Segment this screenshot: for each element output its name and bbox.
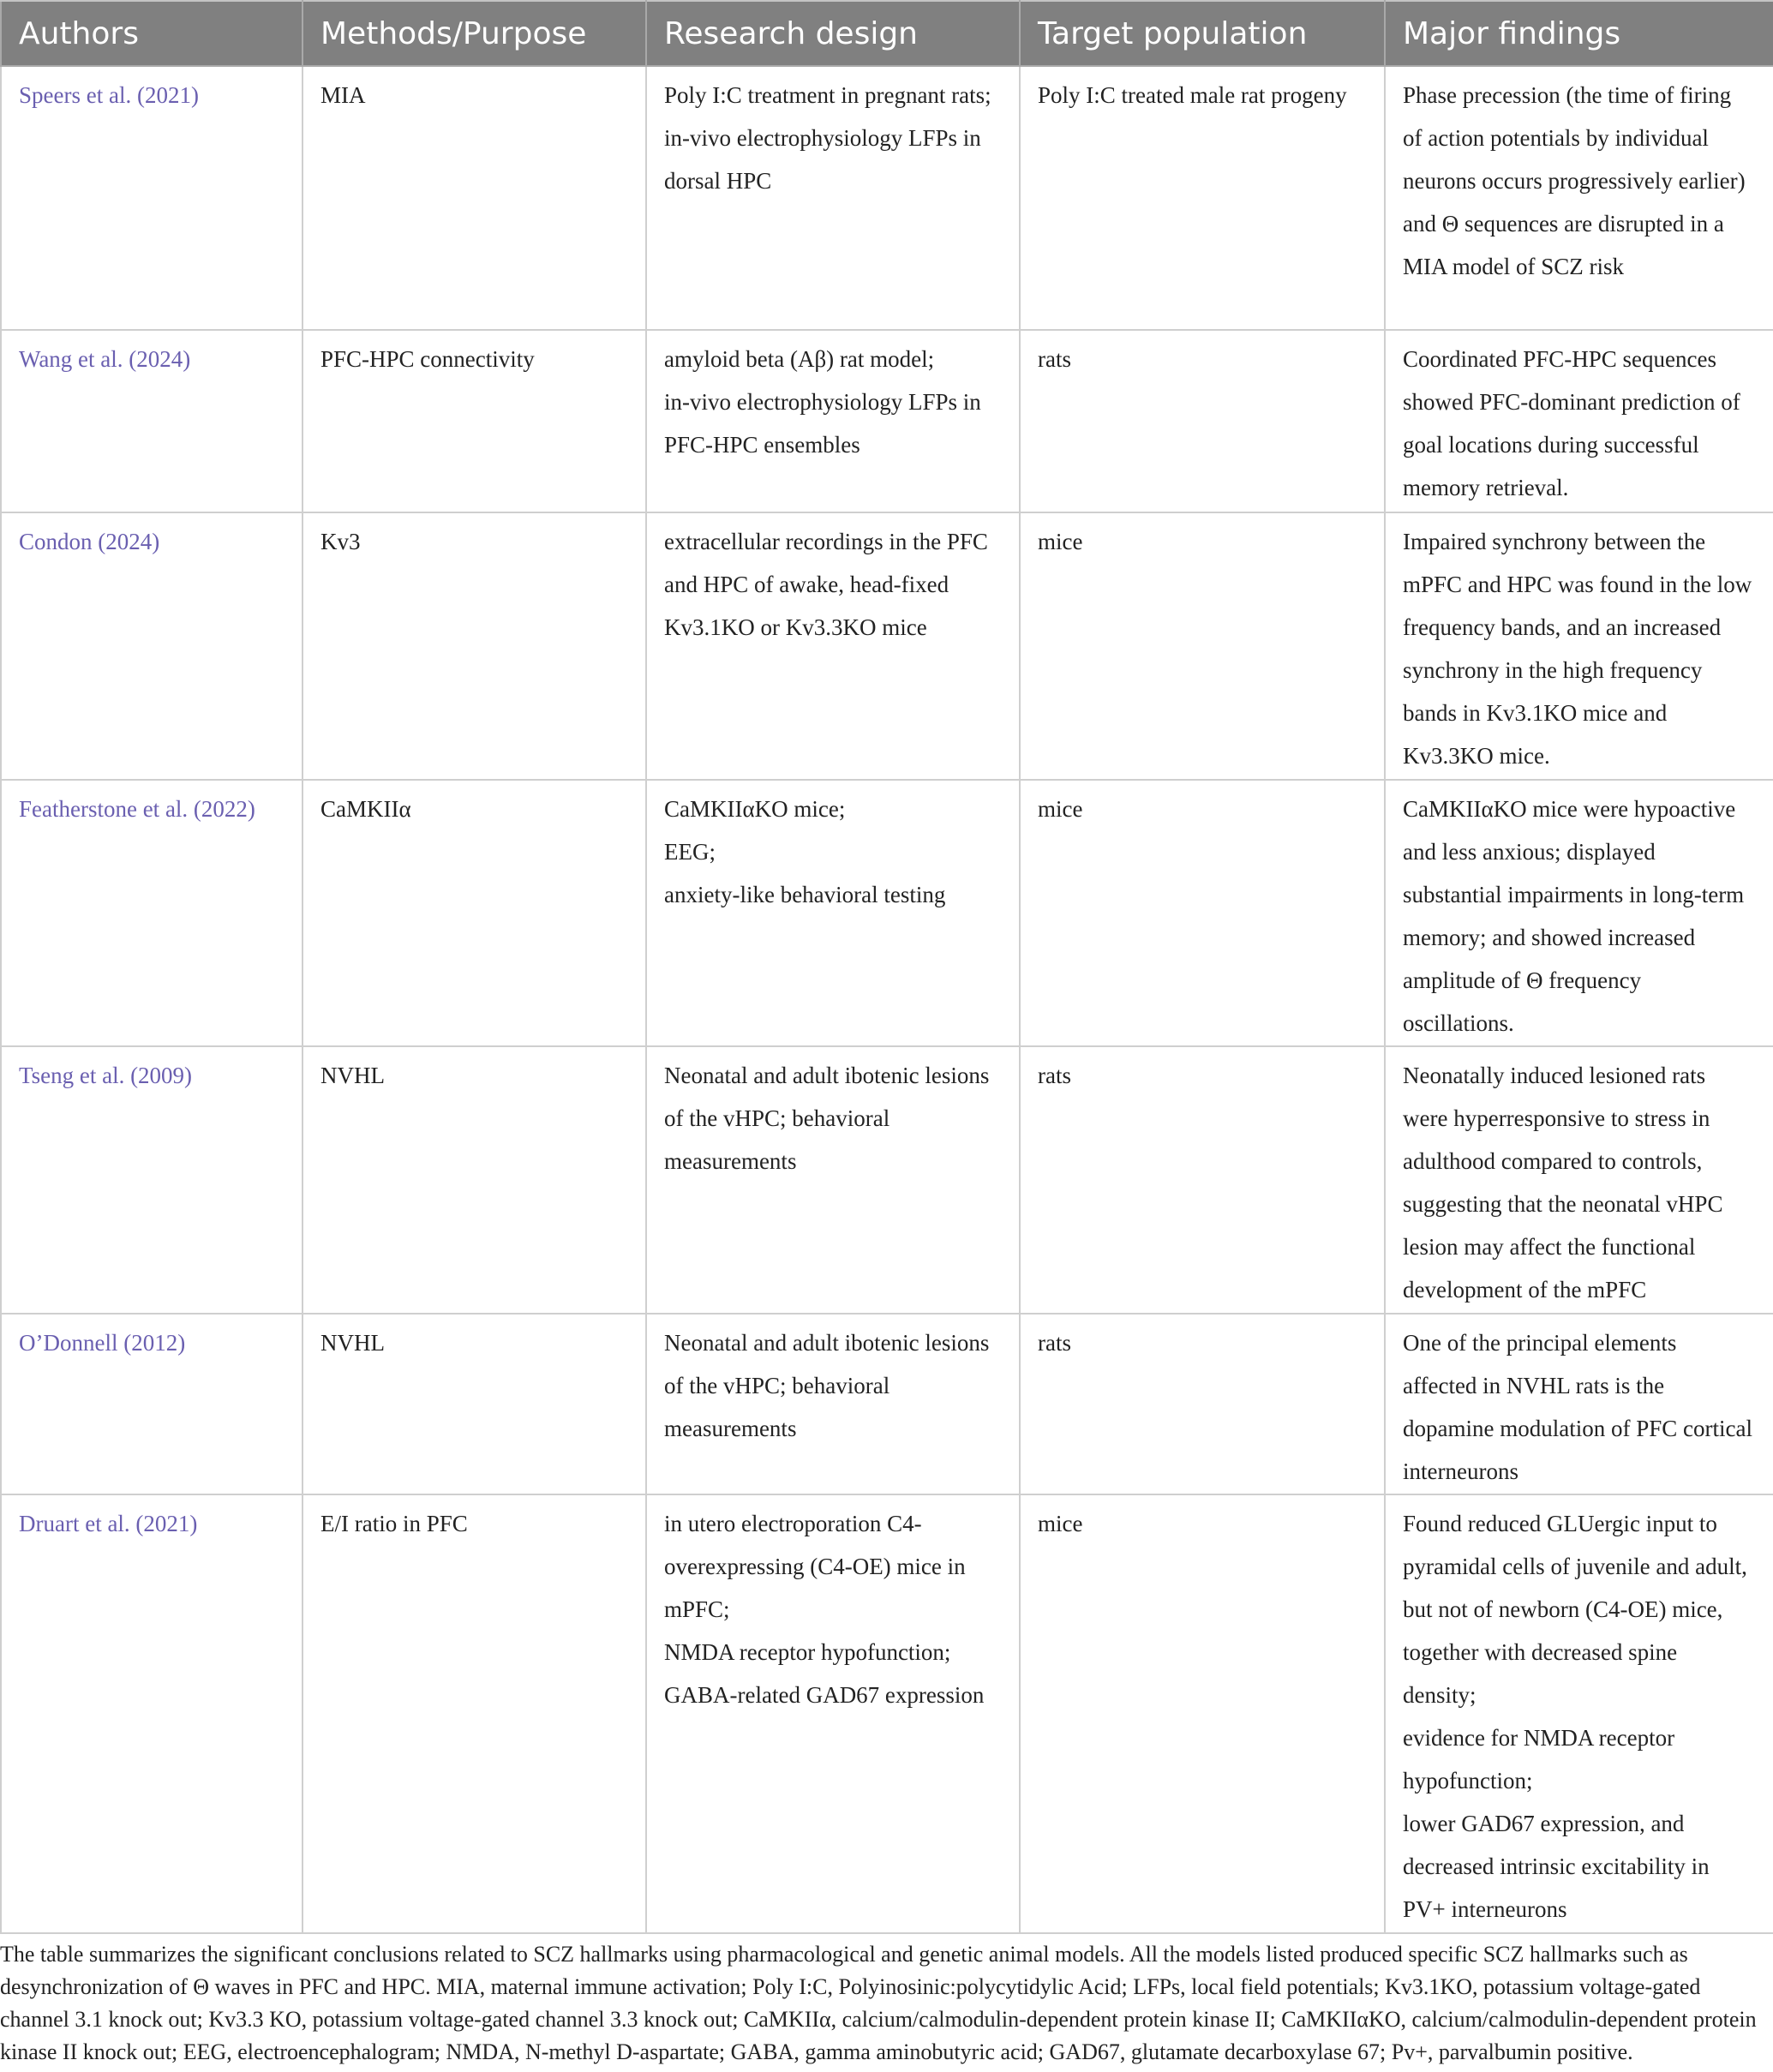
method-text: CaMKIIα bbox=[320, 796, 411, 822]
findings-line: Neonatally induced lesioned rats were hyperresponsive to stress in adulthood compared to controls, suggesting that the neonatal vHPC lesion may affect the functional development of the mPFC bbox=[1403, 1063, 1723, 1302]
author-text[interactable]: Speers et al. (2021) bbox=[19, 82, 199, 108]
findings-cell bbox=[1385, 1046, 1773, 1314]
design-line: anxiety-like behavioral testing bbox=[664, 882, 946, 907]
design-line: in-vivo electrophysiology LFPs in PFC-HPC ensembles bbox=[664, 389, 981, 458]
author-text[interactable]: Featherstone et al. (2022) bbox=[19, 796, 255, 822]
table-row bbox=[1, 1314, 1773, 1494]
population-text: mice bbox=[1038, 529, 1083, 554]
table-row bbox=[1, 66, 1773, 330]
table-row bbox=[1, 1046, 1773, 1314]
author-link[interactable] bbox=[1, 1046, 302, 1314]
design-line: extracellular recordings in the PFC and HPC of awake, head-fixed Kv3.1KO or Kv3.3KO mice bbox=[664, 529, 988, 640]
findings-line: One of the principal elements affected in NVHL rats is the dopamine modulation of PFC cortical interneurons bbox=[1403, 1330, 1752, 1484]
author-link[interactable] bbox=[1, 780, 302, 1046]
population-cell bbox=[1020, 1314, 1385, 1494]
design-cell bbox=[646, 66, 1020, 330]
population-cell bbox=[1020, 66, 1385, 330]
header-design: Research design bbox=[646, 1, 1020, 66]
design-line: amyloid beta (Aβ) rat model; bbox=[664, 346, 935, 372]
method-cell bbox=[302, 330, 646, 512]
method-text: NVHL bbox=[320, 1330, 385, 1356]
header-findings: Major findings bbox=[1385, 1, 1773, 66]
findings-cell bbox=[1385, 1494, 1773, 1933]
findings-line: Phase precession (the time of firing of action potentials by individual neurons occurs progressively earlier) and Θ sequences are disrupted in a MIA model of SCZ risk bbox=[1403, 82, 1746, 279]
method-text: PFC-HPC connectivity bbox=[320, 346, 535, 372]
population-text: rats bbox=[1038, 1063, 1071, 1088]
population-cell bbox=[1020, 512, 1385, 780]
method-cell bbox=[302, 66, 646, 330]
table-row bbox=[1, 1494, 1773, 1933]
method-cell bbox=[302, 1046, 646, 1314]
findings-cell bbox=[1385, 330, 1773, 512]
findings-cell bbox=[1385, 66, 1773, 330]
population-cell bbox=[1020, 1494, 1385, 1933]
table-row bbox=[1, 780, 1773, 1046]
findings-cell bbox=[1385, 512, 1773, 780]
design-line: Neonatal and adult ibotenic lesions of the vHPC; behavioral measurements bbox=[664, 1063, 990, 1174]
header-population: Target population bbox=[1020, 1, 1385, 66]
method-text: Kv3 bbox=[320, 529, 361, 554]
method-cell bbox=[302, 512, 646, 780]
author-link[interactable] bbox=[1, 1314, 302, 1494]
method-cell bbox=[302, 1314, 646, 1494]
method-text: E/I ratio in PFC bbox=[320, 1511, 468, 1536]
table-caption: The table summarizes the significant conclusions related to SCZ hallmarks using pharmacological and genetic animal models. All the models listed produced specific SCZ hallmarks such as desynchronization of Θ waves in PFC and HPC. MIA, maternal immune activation; Poly I:C, Polyinosinic:polycytidylic Acid; LFPs, local field potentials; Kv3.1KO, potassium voltage-gated channel 3.1 knock out; Kv3.3 KO, potassium voltage-gated channel 3.3 knock out; CaMKIIα, calcium/calmodulin-dependent protein kinase II; CaMKIIαKO, calcium/calmodulin-dependent protein kinase II knock out; EEG, electroencephalogram; NMDA, N-methyl D-aspartate; GABA, gamma aminobutyric acid; GAD67, glutamate decarboxylase 67; Pv+, parvalbumin positive. bbox=[0, 1942, 1757, 2064]
findings-cell bbox=[1385, 1314, 1773, 1494]
design-cell bbox=[646, 512, 1020, 780]
table-row bbox=[1, 330, 1773, 512]
findings-cell bbox=[1385, 780, 1773, 1046]
method-cell bbox=[302, 780, 646, 1046]
design-line: Neonatal and adult ibotenic lesions of the vHPC; behavioral measurements bbox=[664, 1330, 990, 1441]
population-text: mice bbox=[1038, 1511, 1083, 1536]
author-text[interactable]: Tseng et al. (2009) bbox=[19, 1063, 193, 1088]
population-text: mice bbox=[1038, 796, 1083, 822]
method-text: MIA bbox=[320, 82, 366, 108]
design-cell bbox=[646, 1046, 1020, 1314]
findings-line: evidence for NMDA receptor hypofunction; bbox=[1403, 1725, 1675, 1794]
header-methods: Methods/Purpose bbox=[302, 1, 646, 66]
author-text[interactable]: O’Donnell (2012) bbox=[19, 1330, 186, 1356]
findings-line: CaMKIIαKO mice were hypoactive and less anxious; displayed substantial impairments in long-term memory; and showed increased amplitude of Θ frequency oscillations. bbox=[1403, 796, 1745, 1036]
design-line: CaMKIIαKO mice; bbox=[664, 796, 846, 822]
author-link[interactable] bbox=[1, 512, 302, 780]
author-link[interactable] bbox=[1, 330, 302, 512]
design-line: in utero electroporation C4-overexpressing (C4-OE) mice in mPFC; bbox=[664, 1511, 966, 1622]
design-cell bbox=[646, 1314, 1020, 1494]
author-text[interactable]: Druart et al. (2021) bbox=[19, 1511, 198, 1536]
author-text[interactable]: Condon (2024) bbox=[19, 529, 160, 554]
table-row bbox=[1, 512, 1773, 780]
design-cell bbox=[646, 330, 1020, 512]
findings-line: Found reduced GLUergic input to pyramidal cells of juvenile and adult, but not of newborn (C4-OE) mice, together with decreased spine density; bbox=[1403, 1511, 1747, 1708]
method-text: NVHL bbox=[320, 1063, 385, 1088]
design-line: in-vivo electrophysiology LFPs in dorsal HPC bbox=[664, 125, 981, 194]
population-text: rats bbox=[1038, 1330, 1071, 1356]
population-cell bbox=[1020, 330, 1385, 512]
findings-line: Coordinated PFC-HPC sequences showed PFC-dominant prediction of goal locations during successful memory retrieval. bbox=[1403, 346, 1740, 500]
design-line: EEG; bbox=[664, 839, 716, 865]
population-cell bbox=[1020, 1046, 1385, 1314]
design-cell bbox=[646, 1494, 1020, 1933]
findings-line: Impaired synchrony between the mPFC and HPC was found in the low frequency bands, and an increased synchrony in the high frequency bands in Kv3.1KO mice and Kv3.3KO mice. bbox=[1403, 529, 1752, 769]
design-line: GABA-related GAD67 expression bbox=[664, 1682, 985, 1708]
author-link[interactable] bbox=[1, 1494, 302, 1933]
population-text: Poly I:C treated male rat progeny bbox=[1038, 82, 1347, 108]
header-row bbox=[1, 1, 1773, 66]
population-cell bbox=[1020, 780, 1385, 1046]
method-cell bbox=[302, 1494, 646, 1933]
population-text: rats bbox=[1038, 346, 1071, 372]
header-authors: Authors bbox=[1, 1, 302, 66]
design-line: Poly I:C treatment in pregnant rats; bbox=[664, 82, 991, 108]
author-text[interactable]: Wang et al. (2024) bbox=[19, 346, 191, 372]
author-link[interactable] bbox=[1, 66, 302, 330]
findings-line: lower GAD67 expression, and decreased intrinsic excitability in PV+ interneurons bbox=[1403, 1811, 1710, 1922]
design-cell bbox=[646, 780, 1020, 1046]
design-line: NMDA receptor hypofunction; bbox=[664, 1639, 951, 1665]
